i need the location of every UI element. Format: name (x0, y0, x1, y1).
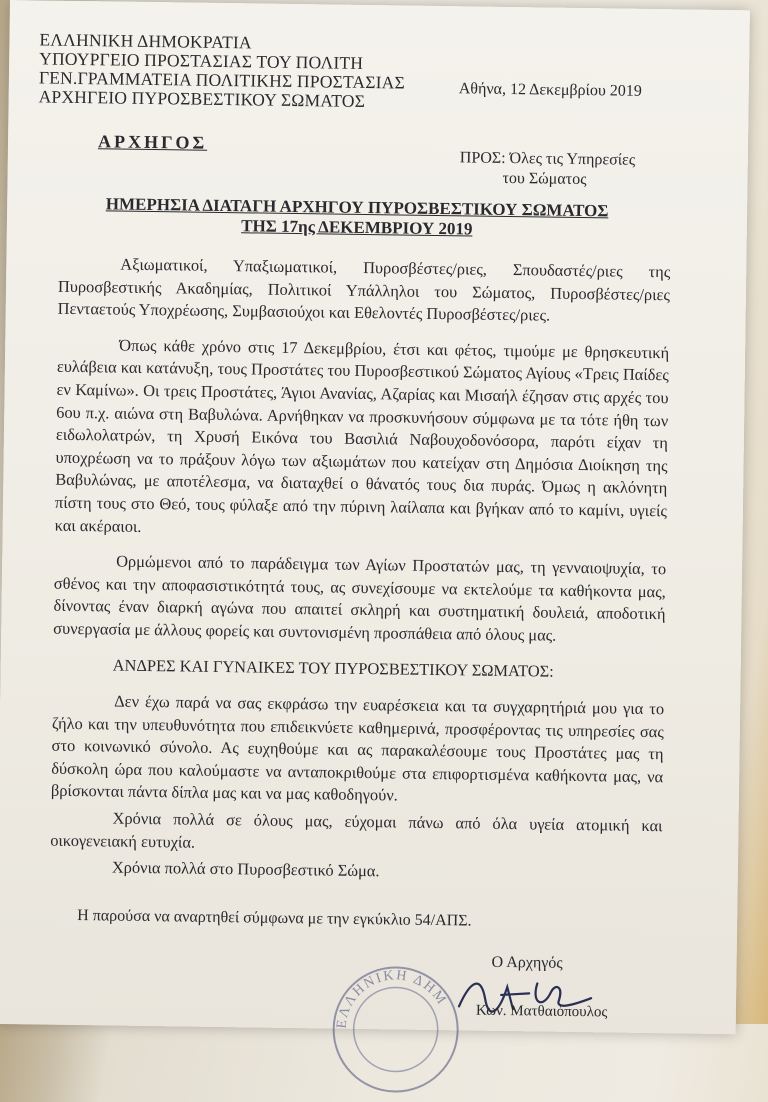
svg-text:ΕΛΛΗΝΙΚΗ ΔΗΜ (334, 967, 449, 1030)
recipient-line: ΠΡΟΣ: Όλες τις Υπηρεσίες (459, 149, 636, 169)
title-line: ΗΜΕΡΗΣΙΑ ΔΙΑΤΑΓΗ ΑΡΧΗΓΟΥ ΠΥΡΟΣΒΕΣΤΙΚΟΥ ΣΩΜΑΤΟΣ (105, 194, 609, 221)
recipient-block (459, 148, 635, 190)
recipient-line: του Σώματος (502, 169, 587, 189)
section-heading: ΑΝΔΡΕΣ ΚΑΙ ΓΥΝΑΙΚΕΣ ΤΟΥ ΠΥΡΟΣΒΕΣΤΙΚΟΥ ΣΩΜΑΤΟΣ: (112, 655, 554, 681)
document-body (50, 253, 671, 891)
document-date: Αθήνα, 12 Δεκεμβρίου 2019 (458, 80, 642, 100)
letterhead-line: ΕΛΛΗΝΙΚΗ ΔΗΜΟΚΡΑΤΙΑ (39, 29, 252, 53)
body-paragraph: Όπως κάθε χρόνο στις 17 Δεκεμβρίου, έτσι και φέτος, τιμούμε με θρησκευτική ευλάβεια και κατάνυξη, τους Προστάτες του Πυροσβεστικού Σώματος Αγίους «Τρεις Παίδες εν Καμίνω». Οι τρεις Προστάτες, Άγιοι Ανανίας, Αζαρίας και Μισαήλ έζησαν στις αρχές του 6ου π.χ. αιώνα στη Βαβυλώνα. Αρνήθηκαν να προσκυνήσουν σύμφωνα με τα τότε ήθη των ειδωλολατρών, τη Χρυσή Εικόνα του Βασιλιά Ναβουχοδονόσορα, παρότι είχαν τη υποχρέωση να το πράξουν λόγω των αξιωμάτων που κατείχαν στη Δημόσια Διοίκηση της Βαβυλώνας, με αποτέλεσμα, να διαταχθεί ο θάνατός τους δια πυράς. Όμως η ακλόνητη πίστη τους στο Θεό, τους φύλαξε από την πύρινη λαίλαπα και βγήκαν από το καμίνι, υγιείς και ακέραιοι. (54, 335, 670, 536)
sender-title: ΑΡΧΗΓΟΣ (97, 131, 208, 153)
title-line: ΤΗΣ 17ης ΔΕΚΕΜΒΡΙΟΥ 2019 (241, 216, 473, 239)
letterhead (39, 30, 406, 111)
letterhead-line: ΓΕΝ.ΓΡΑΜΜΑΤΕΙΑ ΠΟΛΙΤΙΚΗΣ ΠΡΟΣΤΑΣΙΑΣ (38, 67, 406, 93)
document-title (87, 194, 628, 242)
body-paragraph: Αξιωματικοί, Υπαξιωματικοί, Πυροσβέστες/ριες, Σπουδαστές/ριες της Πυροσβεστικής Ακαδημίας, Πολιτικοί Υπάλληλοι του Σώματος, Πυροσβέστες/ριες Πενταετούς Υποχρέωσης, Συμβασιούχοι και Εθελοντές Πυροσβέστες/ριες. (57, 254, 671, 325)
seal-text: ΕΛΛΗΝΙΚΗ ΔΗΜ (334, 968, 450, 1030)
body-paragraph: Χρόνια πολλά σε όλους μας, εύχομαι πάνω από όλα υγεία ατομική και οικογενειακή ευτυχία. (50, 808, 663, 852)
letterhead-line: ΑΡΧΗΓΕΙΟ ΠΥΡΟΣΒΕΣΤΙΚΟΥ ΣΩΜΑΤΟΣ (38, 86, 366, 111)
posting-note: Η παρούσα να αναρτηθεί σύμφωνα με την εγκύκλιο 54/ΑΠΣ. (77, 907, 472, 930)
signatory-title: Ο Αρχηγός (491, 953, 563, 972)
body-paragraph: Χρόνια πολλά στο Πυροσβεστικό Σώμα. (111, 857, 380, 881)
body-paragraph: Ορμώμενοι από το παράδειγμα των Αγίων Προστατών μας, τη γενναιοψυχία, το σθένος και την αποφασιστικότητά τους, ας συνεχίσουμε να εκτελούμε τα καθήκοντα μας, δίνοντας έναν διαρκή αγώνα που απαιτεί σκληρή και συστηματική δουλειά, αποδοτική συνεργασία με άλλους φορείς και συντονισμένη προσπάθεια από όλους μας. (53, 551, 667, 645)
official-seal-icon (325, 957, 467, 1099)
letterhead-line: ΥΠΟΥΡΓΕΙΟ ΠΡΟΣΤΑΣΙΑΣ ΤΟΥ ΠΟΛΙΤΗ (39, 48, 364, 73)
signatory-name: Κων. Ματθαιόπουλος (475, 1002, 608, 1021)
body-paragraph: Δεν έχω παρά να σας εκφράσω την ευαρέσκεια και τα συγχαρητήριά μου για το ζήλο και την υπευθυνότητα που επιδεικνύετε καθημερινά, προσφέροντας τις υπηρεσίες σας στο κοινωνικό σύνολο. Ας ευχηθούμε και ας παρακαλέσουμε τους Προστάτες μας τη δύσκολη ώρα που καλούμαστε να ανταποκριθούμε στα επιφορτισμένα καθήκοντα μας, να βρίσκονται πάντα δίπλα μας και να μας καθοδηγούν. (50, 691, 665, 805)
